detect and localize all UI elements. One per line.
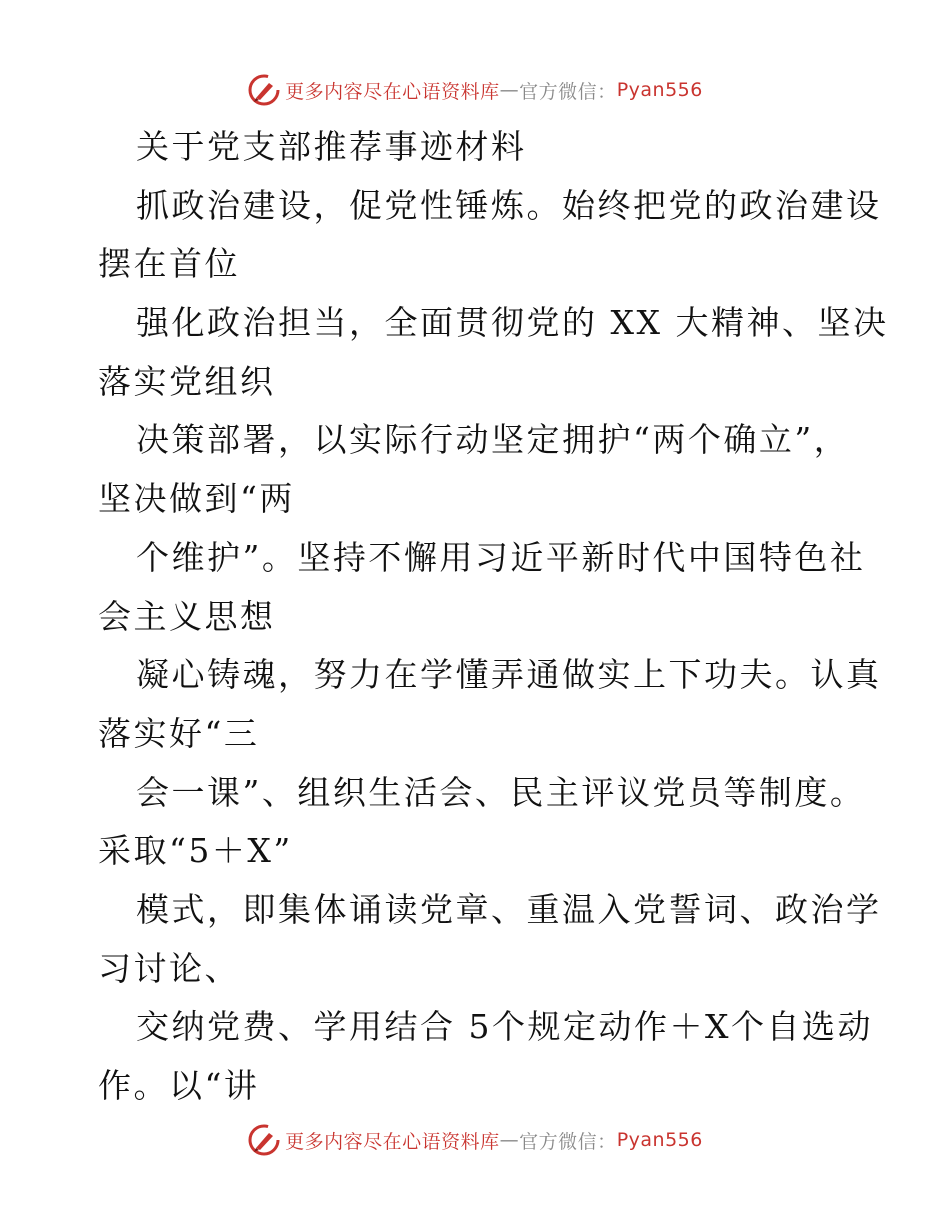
text-line: 会主义思想 xyxy=(98,596,276,636)
text-line: 采取“5＋X” xyxy=(98,831,293,871)
header-watermark-banner xyxy=(0,70,950,110)
banner-separator: — xyxy=(499,1129,520,1151)
document-body xyxy=(98,118,889,1116)
text-line: 坚决做到“两 xyxy=(98,479,295,519)
text-line: 摆在首位 xyxy=(98,244,240,284)
banner-text: 更多内容尽在心语资料库 xyxy=(285,1130,500,1153)
text-line: 会一课”、组织生活会、民主评议党员等制度。 xyxy=(136,772,866,812)
banner-wechat-id: Pyan556 xyxy=(616,1129,703,1151)
banner-text: 更多内容尽在心语资料库 xyxy=(285,80,500,103)
text-line: 习讨论、 xyxy=(98,948,240,988)
text-line: 落实好“三 xyxy=(98,713,260,753)
text-line: 强化政治担当，全面贯彻党的 XX 大精神、坚决 xyxy=(136,303,889,343)
text-line: 凝心铸魂，努力在学懂弄通做实上下功夫。认真 xyxy=(136,655,882,695)
pen-logo-icon xyxy=(247,73,281,107)
text-line: 交纳党费、学用结合 5个规定动作＋X个自选动 xyxy=(136,1007,873,1047)
banner-separator: — xyxy=(499,79,520,101)
banner-wechat-id: Pyan556 xyxy=(616,79,703,101)
text-line: 个维护”。坚持不懈用习近平新时代中国特色社 xyxy=(136,537,866,577)
text-line: 模式，即集体诵读党章、重温入党誓词、政治学 xyxy=(136,889,882,929)
text-line: 决策部署，以实际行动坚定拥护“两个确立”， xyxy=(136,420,850,460)
document-title: 关于党支部推荐事迹材料 xyxy=(136,127,527,166)
text-line: 作。以“讲 xyxy=(98,1066,260,1105)
banner-wechat-label: 官方微信： xyxy=(519,1130,617,1153)
pen-logo-icon xyxy=(247,1123,281,1157)
text-line: 落实党组织 xyxy=(98,361,276,401)
footer-watermark-banner xyxy=(0,1120,950,1160)
banner-wechat-label: 官方微信： xyxy=(519,80,617,103)
text-line: 抓政治建设，促党性锤炼。始终把党的政治建设 xyxy=(136,185,882,225)
